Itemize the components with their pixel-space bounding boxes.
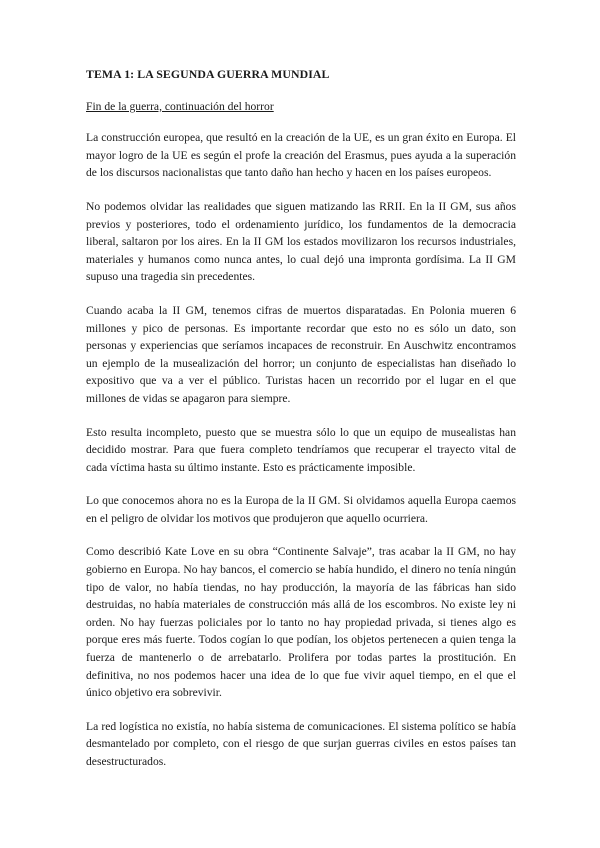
paragraph: La red logística no existía, no había sistema de comunicaciones. El sistema político se había desmantelado por completo, con el riesgo de que surjan guerras civiles en estos países tan desestructurados. — [86, 719, 516, 768]
paragraph: No podemos olvidar las realidades que siguen matizando las RRII. En la II GM, sus años previos y posteriores, todo el ordenamiento jurídico, los fundamentos de la democracia liberal, saltaron por los aires. En la II GM los estados movilizaron los recursos industriales, materiales y humanos como nunca antes, lo cual dejó una impronta gordísima. La II GM supuso una tragedia sin precedentes. — [86, 199, 516, 284]
document-page — [86, 66, 516, 787]
paragraph: Esto resulta incompleto, puesto que se muestra sólo lo que un equipo de musealistas han decidido mostrar. Para que fuera completo tendríamos que recuperar el trayecto vital de cada víctima hasta su último instante. Esto es prácticamente imposible. — [86, 425, 516, 474]
paragraph: La construcción europea, que resultó en la creación de la UE, es un gran éxito en Europa. El mayor logro de la UE es según el profe la creación del Erasmus, pues ayuda a la superación de los discursos nacionalistas que tanto daño han hecho y hacen en los países europeos. — [86, 131, 516, 180]
paragraph: Cuando acaba la II GM, tenemos cifras de muertos disparatadas. En Polonia mueren 6 millones y pico de personas. Es importante recordar que esto no es sólo un dato, son personas y experiencias que seríamos incapaces de reconstruir. En Auschwitz encontramos un ejemplo de la musealización del horror; un conjunto de especialistas han diseñado lo expositivo que va a ver el público. Turistas hacen un recorrido por el lugar en el que millones de vidas se apagaron para siempre. — [86, 303, 516, 405]
paragraph: Como describió Kate Love en su obra “Continente Salvaje”, tras acabar la II GM, no hay gobierno en Europa. No hay bancos, el comercio se había hundido, el dinero no tenía ningún tipo de valor, no había tiendas, no hay producción, la mayoría de las fábricas han sido destruidas, no había materiales de construcción más allá de los escombros. No existe ley ni orden. No hay fuerzas policiales por lo tanto no hay propiedad privada, si tienes algo es porque eres más fuerte. Todos cogían lo que podían, los objetos pertenecen a quien tenga la fuerza de mantenerlo o de arrebatarlo. Prolifera por todas partes la prostitución. En definitiva, no nos podemos hacer una idea de lo que fue vivir aquel tiempo, en el que el único objetivo era sobrevivir. — [86, 545, 516, 700]
section-subtitle: Fin de la guerra, continuación del horror — [86, 99, 274, 113]
paragraph: Lo que conocemos ahora no es la Europa de la II GM. Si olvidamos aquella Europa caemos en el peligro de olvidar los motivos que produjeron que aquello ocurriera. — [86, 494, 516, 525]
document-title: TEMA 1: LA SEGUNDA GUERRA MUNDIAL — [86, 67, 330, 81]
